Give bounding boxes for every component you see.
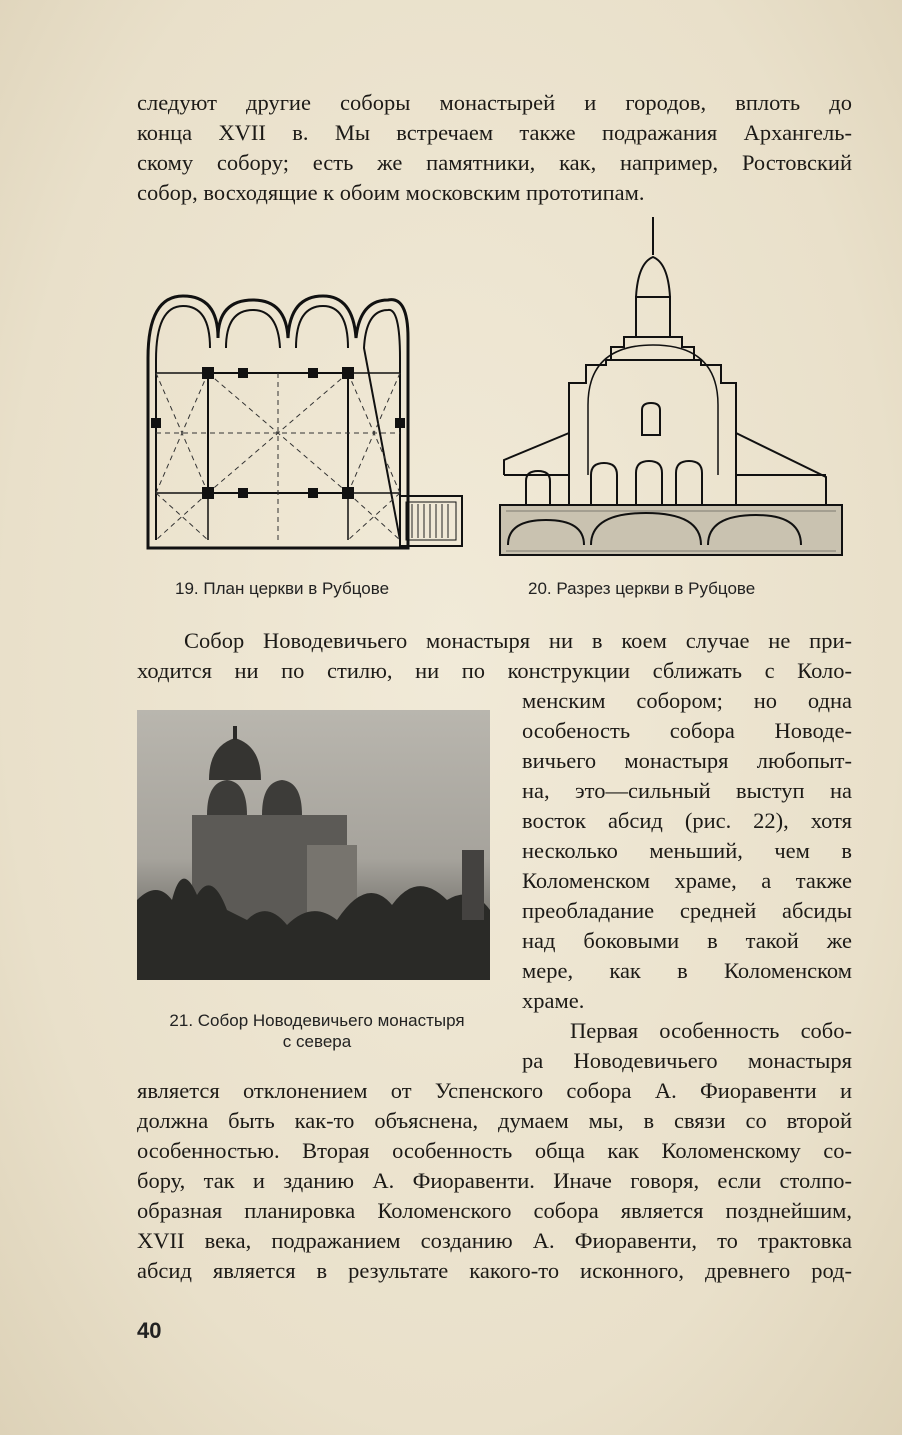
text-line: менским собором; но одна — [522, 688, 852, 713]
church-section-drawing — [496, 215, 846, 560]
text-line: особеность собора Новоде- — [522, 718, 852, 743]
text-line: собор, восходящие к обоим московским прототипам. — [137, 180, 645, 205]
text-line: конца XVII в. Мы встречаем также подражания Архангель- — [137, 120, 852, 145]
figure-20-caption: 20. Разрез церкви в Рубцове — [528, 579, 756, 598]
text-line: над боковыми в такой же — [522, 928, 852, 953]
church-plan-drawing — [138, 278, 473, 558]
text-line: Собор Новодевичьего монастыря ни в коем случае не при- — [184, 628, 852, 653]
text-line: вичьего монастыря любопыт- — [522, 748, 852, 773]
text-line: образная планировка Коломенского собора является позднейшим, — [137, 1198, 852, 1223]
page-number: 40 — [137, 1318, 162, 1343]
figure-19-caption: 19. План церкви в Рубцове — [175, 579, 390, 598]
text-line: скому собору; есть же памятники, как, например, Ростовский — [137, 150, 852, 175]
text-line: Коломенском храме, а также — [522, 868, 852, 893]
text-line: восток абсид (рис. 22), хотя — [522, 808, 852, 833]
cathedral-photo — [137, 710, 490, 980]
text-line: особенностью. Вторая особенность обща как Коломенскому со- — [137, 1138, 852, 1163]
text-line: должна быть как-то объяснена, думаем мы, в связи со второй — [137, 1108, 852, 1133]
text-line: преобладание средней абсиды — [522, 898, 852, 923]
text-line: ра Новодевичьего монастыря — [522, 1048, 852, 1073]
text-line: мере, как в Коломенском — [522, 958, 852, 983]
text-line: несколько меньший, чем в — [522, 838, 852, 863]
text-line: является отклонением от Успенского собора А. Фиоравенти и — [137, 1078, 852, 1103]
text-line: Первая особенность собо- — [570, 1018, 852, 1043]
text-line: на, это—сильный выступ на — [522, 778, 852, 803]
text-line: абсид является в результате какого-то исконного, древнего род- — [137, 1258, 852, 1283]
figure-21-caption-line2: с севера — [282, 1032, 352, 1051]
figure-21-caption-line1: 21. Собор Новодевичьего монастыря — [169, 1011, 465, 1030]
text-line: следуют другие соборы монастырей и городов, вплоть до — [137, 90, 852, 115]
text-line: XVII века, подражанием созданию А. Фиоравенти, то трактовка — [137, 1228, 852, 1253]
text-line: храме. — [522, 988, 585, 1013]
cathedral-silhouette — [137, 710, 490, 980]
text-line: бору, так и зданию А. Фиоравенти. Иначе говоря, если столпо- — [137, 1168, 852, 1193]
text-line: ходится ни по стилю, ни по конструкции сближать с Коло- — [137, 658, 852, 683]
